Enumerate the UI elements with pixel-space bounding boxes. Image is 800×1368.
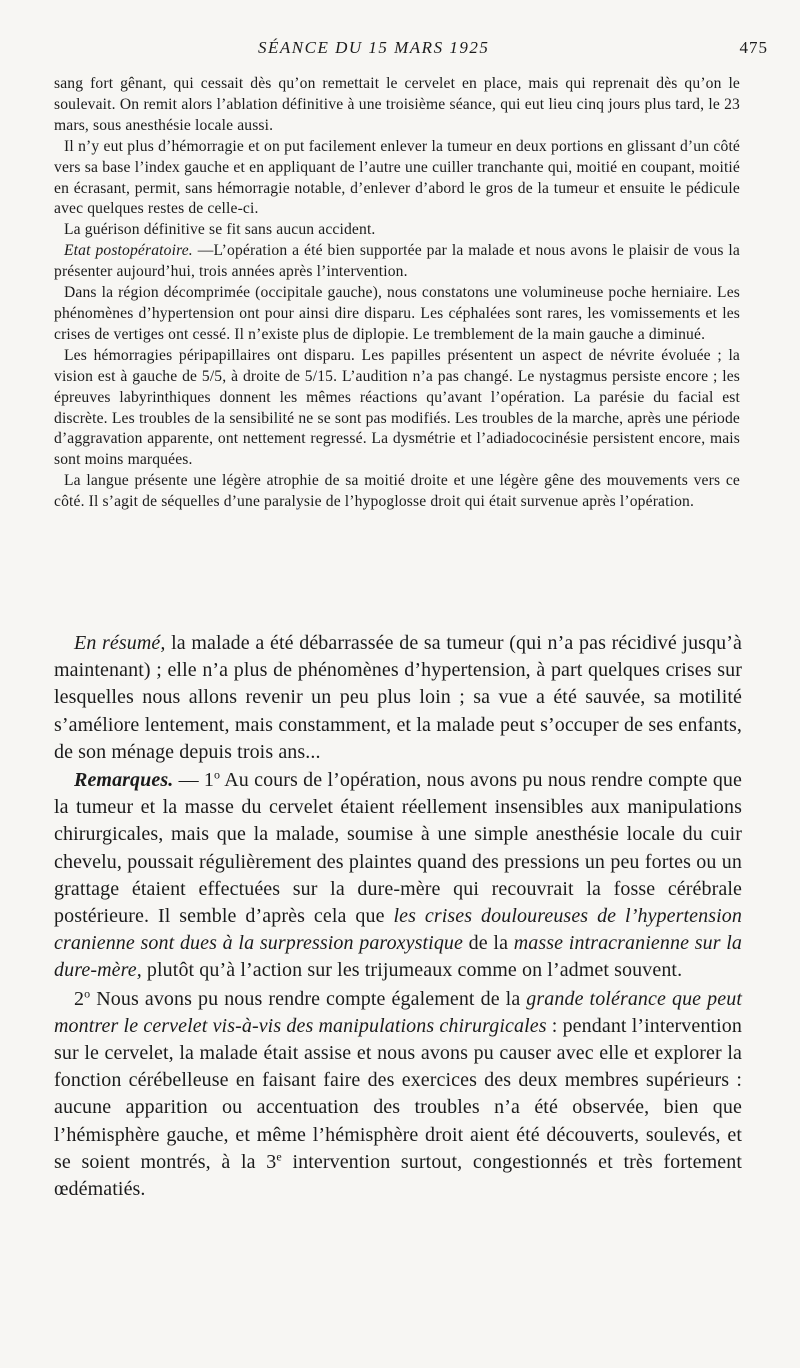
- paragraph-hemorrhage-continuation: sang fort gênant, qui cessait dès qu’on remettait le cervelet en place, mais qui reprenait dès qu’on le soulevait. On remit alors l’ablation définitive à une troisième séance, qui eut lieu cinq jours plus tard, le 23 mars, sous anesthésie locale aussi.: [54, 75, 740, 134]
- small-print-section: [54, 74, 740, 513]
- paragraph-tumor-removal: Il n’y eut plus d’hémorragie et on put facilement enlever la tumeur en deux portions en glissant d’un côté vers sa base l’index gauche et en appliquant de l’autre une cuiller tranchante qui, moitié en coupant, moitié en écrasant, permit, sans hémorragie notable, d’enlever d’abord le gros de la tumeur et ensuite le pédicule avec quelques restes de celle-ci.: [54, 137, 740, 218]
- paragraph-postoperative: [54, 241, 740, 283]
- page-number: 475: [739, 38, 768, 57]
- second-superscript: o: [84, 985, 91, 1000]
- second-text-c: intervention surtout, congestionnés et très fortement œdématiés.: [54, 1150, 742, 1201]
- remarques-superscript: o: [214, 767, 221, 782]
- remarques-number: — 1: [173, 769, 214, 792]
- second-text-b: : pendant l’intervention sur le cervelet, la malade était assise et nous avons pu causer avec elle et explorer la fonction cérébelleuse en faisant faire des exercices des deux membres supérieurs : aucune apparition ou accentuation des troubles n’a été observée, bien que l’hémisphère gauche, et même l’hémisphère droit aient été découverts, soulevés, et se soient montrés, à la 3: [54, 1014, 742, 1173]
- large-print-section: [54, 630, 742, 1203]
- remarques-text-a: Au cours de l’opération, nous avons pu nous rendre compte que la tumeur et la masse du cervelet étaient réellement insensibles aux manipulations chirurgicales, mais que la malade, soumise à une simple anesthésie locale du cuir chevelu, poussait régulièrement des plaintes quand des pressions un peu fortes ou un grattage étaient effectuées sur la dure-mère qui recouvrait la fosse cérébrale postérieure. Il semble d’après cela que: [54, 769, 742, 928]
- page-header: [0, 38, 800, 64]
- postoperative-text: —L’opération a été bien supportée par la malade et nous avons le plaisir de vous la présenter aujourd’hui, trois années après l’intervention.: [54, 242, 740, 281]
- paragraph-recovery: La guérison définitive se fit sans aucun accident.: [64, 221, 376, 239]
- remarques-label: Remarques.: [74, 769, 174, 792]
- second-text-a: Nous avons pu nous rendre compte également de la: [90, 987, 527, 1010]
- paragraph-resume: [54, 630, 742, 766]
- paragraph-tongue: La langue présente une légère atrophie de sa moitié droite et une légère gêne des mouvements vers ce côté. Il s’agit de séquelles d’une paralysie de l’hypoglosse droit qui était survenue après l’opération.: [54, 472, 740, 511]
- second-number: 2: [74, 987, 85, 1010]
- paragraph-hemorrhages: Les hémorragies péripapillaires ont disparu. Les papilles présentent un aspect de névrite évoluée ; la vision est à gauche de 5/5, à droite de 5/15. L’audition n’a pas changé. Le nystagmus persiste encore ; les épreuves labyrinthiques donnent les mêmes réactions qu’avant l’opération. La parésie du facial est discrète. Les troubles de la sensibilité ne se sont pas modifiés. Les troubles de la marche, après une période d’aggravation apparente, ont nettement regressé. La dysmétrie et l’adiadococinésie persistent encore, mais sont moins marquées.: [54, 346, 740, 469]
- running-title: SÉANCE DU 15 MARS 1925: [258, 38, 490, 57]
- paragraph-remarques: [54, 767, 742, 985]
- second-superscript-e: e: [276, 1149, 282, 1164]
- paragraph-decompressed-region: Dans la région décomprimée (occipitale gauche), nous constatons une volumineuse poche herniaire. Les phénomènes d’hypertension ont pour ainsi dire disparu. Les céphalées sont rares, les vomissements et les crises de vertiges ont cessé. Il n’existe plus de diplopie. Le tremblement de la main gauche a diminué.: [54, 284, 740, 343]
- second-italic: grande tolérance que peut montrer le cervelet vis-à-vis des manipulations chirurgicales: [54, 987, 742, 1037]
- remarques-text-b: de la: [463, 932, 514, 955]
- remarques-italic-2: masse intracranienne sur la dure-mère,: [54, 932, 743, 982]
- resume-text: la malade a été débarrassée de sa tumeur (qui n’a pas récidivé jusqu’à maintenant) ; elle n’a plus de phénomènes d’hypertension, à part quelques crises sur lesquelles nous allons revenir un peu plus loin ; sa vue a été sauvée, sa motilité s’améliore lentement, mais constamment, et la malade peut s’occuper de ses enfants, de son ménage depuis trois ans...: [54, 632, 742, 763]
- remarques-italic-1: les crises douloureuses de l’hypertension cranienne sont dues à la surpression paroxystique: [54, 905, 742, 955]
- paragraph-second-remark: [54, 986, 742, 1204]
- resume-label: En résumé,: [74, 632, 166, 654]
- remarques-text-c: plutôt qu’à l’action sur les trijumeaux comme on l’admet souvent.: [141, 959, 683, 982]
- postoperative-label: Etat postopératoire.: [64, 242, 193, 260]
